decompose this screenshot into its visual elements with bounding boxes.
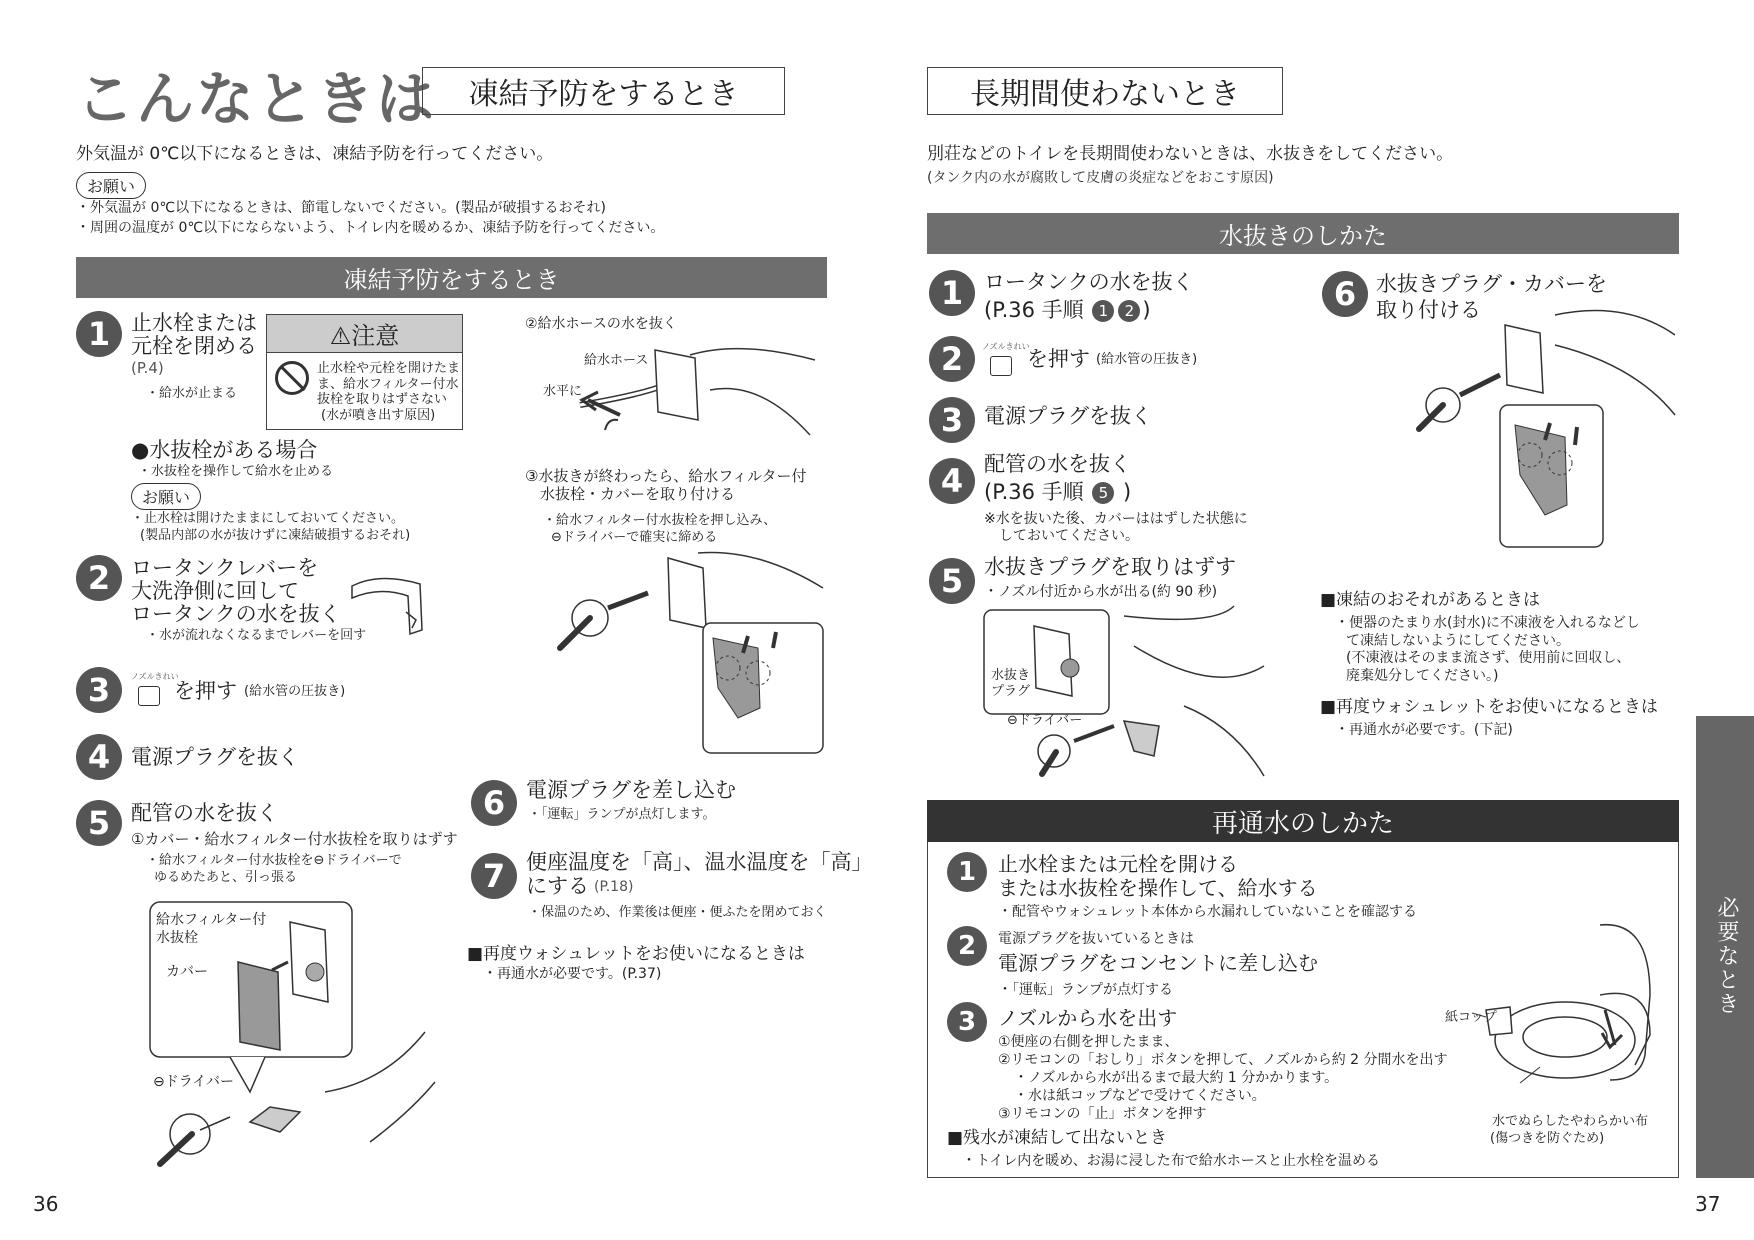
- caution-line-2: ま、給水フィルター付水: [317, 376, 459, 392]
- drain-step-5-note: ・ノズル付近から水が出る(約 90 秒): [984, 584, 1218, 600]
- caution-line-4: (水が噴き出す原因): [321, 407, 436, 423]
- step-7-line-2: にする: [526, 874, 589, 898]
- step-3-note: (給水管の圧抜き): [244, 684, 346, 699]
- label-horizontal: 水平に: [543, 384, 583, 399]
- caution-title: ⚠注意: [267, 315, 462, 353]
- caution-line-1: 止水栓や元栓を開けたま: [317, 361, 461, 376]
- drain-step-2-badge: 2: [929, 336, 975, 382]
- label-driver-right: ⊖ドライバー: [1007, 713, 1083, 728]
- drain-step-4-badge: 4: [929, 458, 975, 504]
- label-driver-left: ⊖ドライバー: [153, 1074, 235, 1090]
- refill-bar-title: 再通水のしかた: [927, 800, 1679, 842]
- drain-step-5-badge: 5: [929, 558, 975, 604]
- frozen-title: ■残水が凍結して出ないとき: [947, 1128, 1168, 1148]
- drain-step-4-note2: しておいてください。: [999, 528, 1139, 544]
- step-4-badge: 4: [76, 734, 122, 780]
- step-6-text: 電源プラグを差し込む: [526, 778, 736, 802]
- refill-step-3-line-2: ②リモコンの「おしり」ボタンを押して、ノズルから約 2 分間水を出す: [998, 1052, 1448, 1068]
- nozzle-button-caption: ノズルきれい: [131, 672, 179, 681]
- step-5-badge: 5: [76, 800, 122, 846]
- drain-step-5-text: 水抜きプラグを取りはずす: [984, 555, 1236, 579]
- refill-step-3-line-3: ・ノズルから水が出るまで最大約 1 分かかります。: [1014, 1070, 1339, 1086]
- drain-step-4-line1: 配管の水を抜く: [984, 452, 1131, 476]
- refill-step-3-line-5: ③リモコンの「止」ボタンを押す: [998, 1106, 1207, 1122]
- long-absence-note: (タンク内の水が腐敗して皮膚の炎症などをおこす原因): [927, 170, 1274, 186]
- side-tab: [1696, 716, 1754, 1178]
- frozen-note: ・トイレ内を暖め、お湯に浸した布で給水ホースと止水栓を温める: [962, 1153, 1381, 1169]
- step-6-badge: 6: [471, 780, 517, 826]
- step-2-line-3: ロータンクの水を抜く: [131, 602, 341, 626]
- refill-step-3-badge: 3: [947, 1002, 987, 1042]
- reattach-plug-illustration: [1405, 305, 1680, 550]
- label-drain-plug-2: プラグ: [991, 684, 1031, 699]
- label-wet-cloth-1: 水でぬらしたやわらかい布: [1492, 1114, 1649, 1129]
- freeze-risk-line-1: ・便器のたまり水(封水)に不凍液を入れるなどし: [1335, 615, 1640, 631]
- drain-bar-title: 水抜きのしかた: [927, 213, 1679, 254]
- section-title-freeze: 凍結予防をするとき: [422, 67, 785, 115]
- ref-step-5: 5: [1092, 482, 1114, 504]
- caution-body: [317, 361, 460, 423]
- refill-step-3-text: ノズルから水を出す: [998, 1006, 1178, 1030]
- label-filter-valve-1: 給水フィルター付: [156, 912, 267, 928]
- drain-step-1-line1: ロータンクの水を抜く: [984, 270, 1194, 294]
- freeze-risk-line-2: て凍結しないようにしてください。: [1346, 633, 1570, 649]
- onegai-item-1: ・外気温が 0℃以下になるときは、節電しないでください。(製品が破損するおそれ): [76, 200, 607, 216]
- page-number-right: 37: [1695, 1192, 1721, 1216]
- freeze-risk-line-3: (不凍液はそのまま流さず、使用前に回収し、: [1346, 650, 1631, 666]
- drain-valve-onegai-2: (製品内部の水が抜けずに凍結破損するおそれ): [140, 528, 411, 543]
- refill-step-1-line2: または水抜栓を操作して、給水する: [998, 876, 1318, 900]
- label-cover: カバー: [166, 964, 208, 980]
- refill-step-2-badge: 2: [947, 926, 987, 966]
- refill-step-1-badge: 1: [947, 852, 987, 892]
- onegai-badge: お願い: [76, 172, 146, 199]
- refill-step-3-line-1: ①便座の右側を押したまま、: [998, 1034, 1179, 1050]
- drain-valve-title: ●水抜栓がある場合: [131, 438, 318, 462]
- label-wet-cloth-2: (傷つきを防ぐため): [1490, 1131, 1605, 1146]
- freeze-bar-title: 凍結予防をするとき: [76, 257, 827, 298]
- freeze-intro: 外気温が 0℃以下になるときは、凍結予防を行ってください。: [76, 144, 554, 164]
- caution-line-3: 抜栓を取りはずさない: [317, 392, 448, 408]
- step-6-note: ・「運転」ランプが点灯します。: [528, 807, 716, 822]
- label-water-hose: 給水ホース: [584, 353, 649, 368]
- drain-step-2-text: を押す: [1027, 347, 1090, 371]
- refill-step-1-line1: 止水栓または元栓を開ける: [998, 852, 1238, 876]
- page-number-left: 36: [33, 1192, 59, 1216]
- side-tab-label: 必要なとき: [1714, 896, 1739, 1016]
- step-7-line-1: 便座温度を「高」、温水温度を「高」: [526, 850, 873, 874]
- main-title: こんなときは: [76, 65, 437, 133]
- step-1-title-1: 止水栓または: [131, 311, 257, 335]
- drain-step-4-line2: (P.36 手順 5 ): [984, 480, 1132, 504]
- drain-valve-note: ・水抜栓を操作して給水を止める: [138, 464, 334, 479]
- refill-step-2-text: 電源プラグをコンセントに差し込む: [998, 951, 1318, 975]
- refill-step-2-note: ・「運転」ランプが点灯する: [998, 982, 1173, 998]
- refill-step-3-line-4: ・水は紙コップなどで受けてください。: [1014, 1088, 1266, 1104]
- refill-step-2-pre: 電源プラグを抜いているときは: [998, 931, 1194, 947]
- step-5-sub1-note1: ・給水フィルター付水抜栓を⊖ドライバーで: [146, 853, 402, 868]
- nozzle-clean-button-icon: [138, 686, 160, 706]
- long-absence-intro: 別荘などのトイレを長期間使わないときは、水抜きをしてください。: [927, 144, 1454, 164]
- left-reuse-note: ・再通水が必要です。(P.37): [483, 966, 662, 982]
- step-2-note: ・水が流れなくなるまでレバーを回す: [146, 628, 367, 643]
- step-4-text: 電源プラグを抜く: [131, 745, 299, 769]
- left-reuse-title: ■再度ウォシュレットをお使いになるときは: [467, 944, 805, 964]
- step-7-note: ・保温のため、作業後は便座・便ふたを閉めておく: [528, 905, 827, 920]
- prohibited-icon: [275, 361, 309, 395]
- freeze-risk-title: ■凍結のおそれがあるときは: [1320, 590, 1541, 610]
- section-title-long-absence: 長期間使わないとき: [927, 67, 1283, 115]
- step-1-badge: 1: [76, 311, 122, 357]
- sub3-note-2: ⊖ドライバーで確実に締める: [551, 530, 718, 545]
- sub2-hose-drain: ②給水ホースの水を抜く: [525, 316, 677, 332]
- step-3-text: を押す: [174, 679, 237, 703]
- step-3-badge: 3: [76, 667, 122, 713]
- drain-valve-onegai-1: ・止水栓は開けたままにしておいてください。: [131, 511, 405, 526]
- drain-step-2-note: (給水管の圧抜き): [1096, 352, 1198, 367]
- toilet-seat-cup-illustration: [1450, 915, 1660, 1095]
- step-7-ref: (P.18): [594, 879, 634, 895]
- step-1-ref: (P.4): [131, 359, 164, 377]
- onegai-item-2: ・周囲の温度が 0℃以下にならないよう、トイレ内を暖めるか、凍結予防を行ってください。: [76, 220, 665, 236]
- drain-step-6-badge: 6: [1322, 271, 1368, 317]
- reinstall-illustration: [548, 548, 833, 758]
- step-2-badge: 2: [76, 555, 122, 601]
- step-1-title-2: 元栓を閉める: [131, 334, 257, 358]
- freeze-risk-line-4: 廃棄処分してください。): [1346, 668, 1499, 684]
- tank-lever-illustration: [350, 568, 428, 640]
- caution-box: [266, 314, 463, 430]
- step-5-text: 配管の水を抜く: [131, 801, 278, 825]
- step-7-badge: 7: [471, 853, 517, 899]
- ref-step-2: 2: [1118, 300, 1140, 322]
- label-paper-cup: 紙コップ: [1445, 1010, 1497, 1025]
- drain-nozzle-button-caption: ノズルきれい: [982, 342, 1030, 351]
- drain-step-4-note1: ※水を抜いた後、カバーははずした状態に: [984, 511, 1248, 527]
- sub3-line-1: ③水抜きが終わったら、給水フィルター付: [525, 467, 807, 485]
- ref-step-1: 1: [1092, 300, 1114, 322]
- right-reuse-title: ■再度ウォシュレットをお使いになるときは: [1320, 697, 1658, 717]
- step-2-line-1: ロータンクレバーを: [131, 556, 319, 580]
- drain-valve-onegai-badge: お願い: [131, 483, 201, 510]
- label-drain-plug-1: 水抜き: [991, 668, 1031, 683]
- drain-step-3-text: 電源プラグを抜く: [984, 404, 1152, 428]
- drain-step-3-badge: 3: [929, 397, 975, 443]
- drain-step-1-badge: 1: [929, 270, 975, 316]
- step-1-note: ・給水が止まる: [146, 386, 238, 401]
- drain-step-1-line2: (P.36 手順 1 2 ): [984, 298, 1151, 322]
- drain-step-6-line2: 取り付ける: [1376, 298, 1481, 322]
- drain-step-6-line1: 水抜きプラグ・カバーを: [1376, 272, 1607, 296]
- drain-nozzle-clean-button-icon: [990, 356, 1012, 376]
- step-5-sub1-note2: ゆるめたあと、引っ張る: [154, 870, 298, 885]
- label-filter-valve-2: 水抜栓: [156, 930, 198, 946]
- sub3-line-2: 水抜栓・カバーを取り付ける: [540, 485, 736, 503]
- step-2-line-2: 大洗浄側に回して: [131, 579, 299, 603]
- refill-step-1-note: ・配管やウォシュレット本体から水漏れしていないことを確認する: [998, 904, 1418, 920]
- right-reuse-note: ・再通水が必要です。(下記): [1335, 722, 1513, 738]
- step-5-sub1: ①カバー・給水フィルター付水抜栓を取りはずす: [131, 830, 458, 848]
- sub3-note-1: ・給水フィルター付水抜栓を押し込み、: [543, 513, 777, 528]
